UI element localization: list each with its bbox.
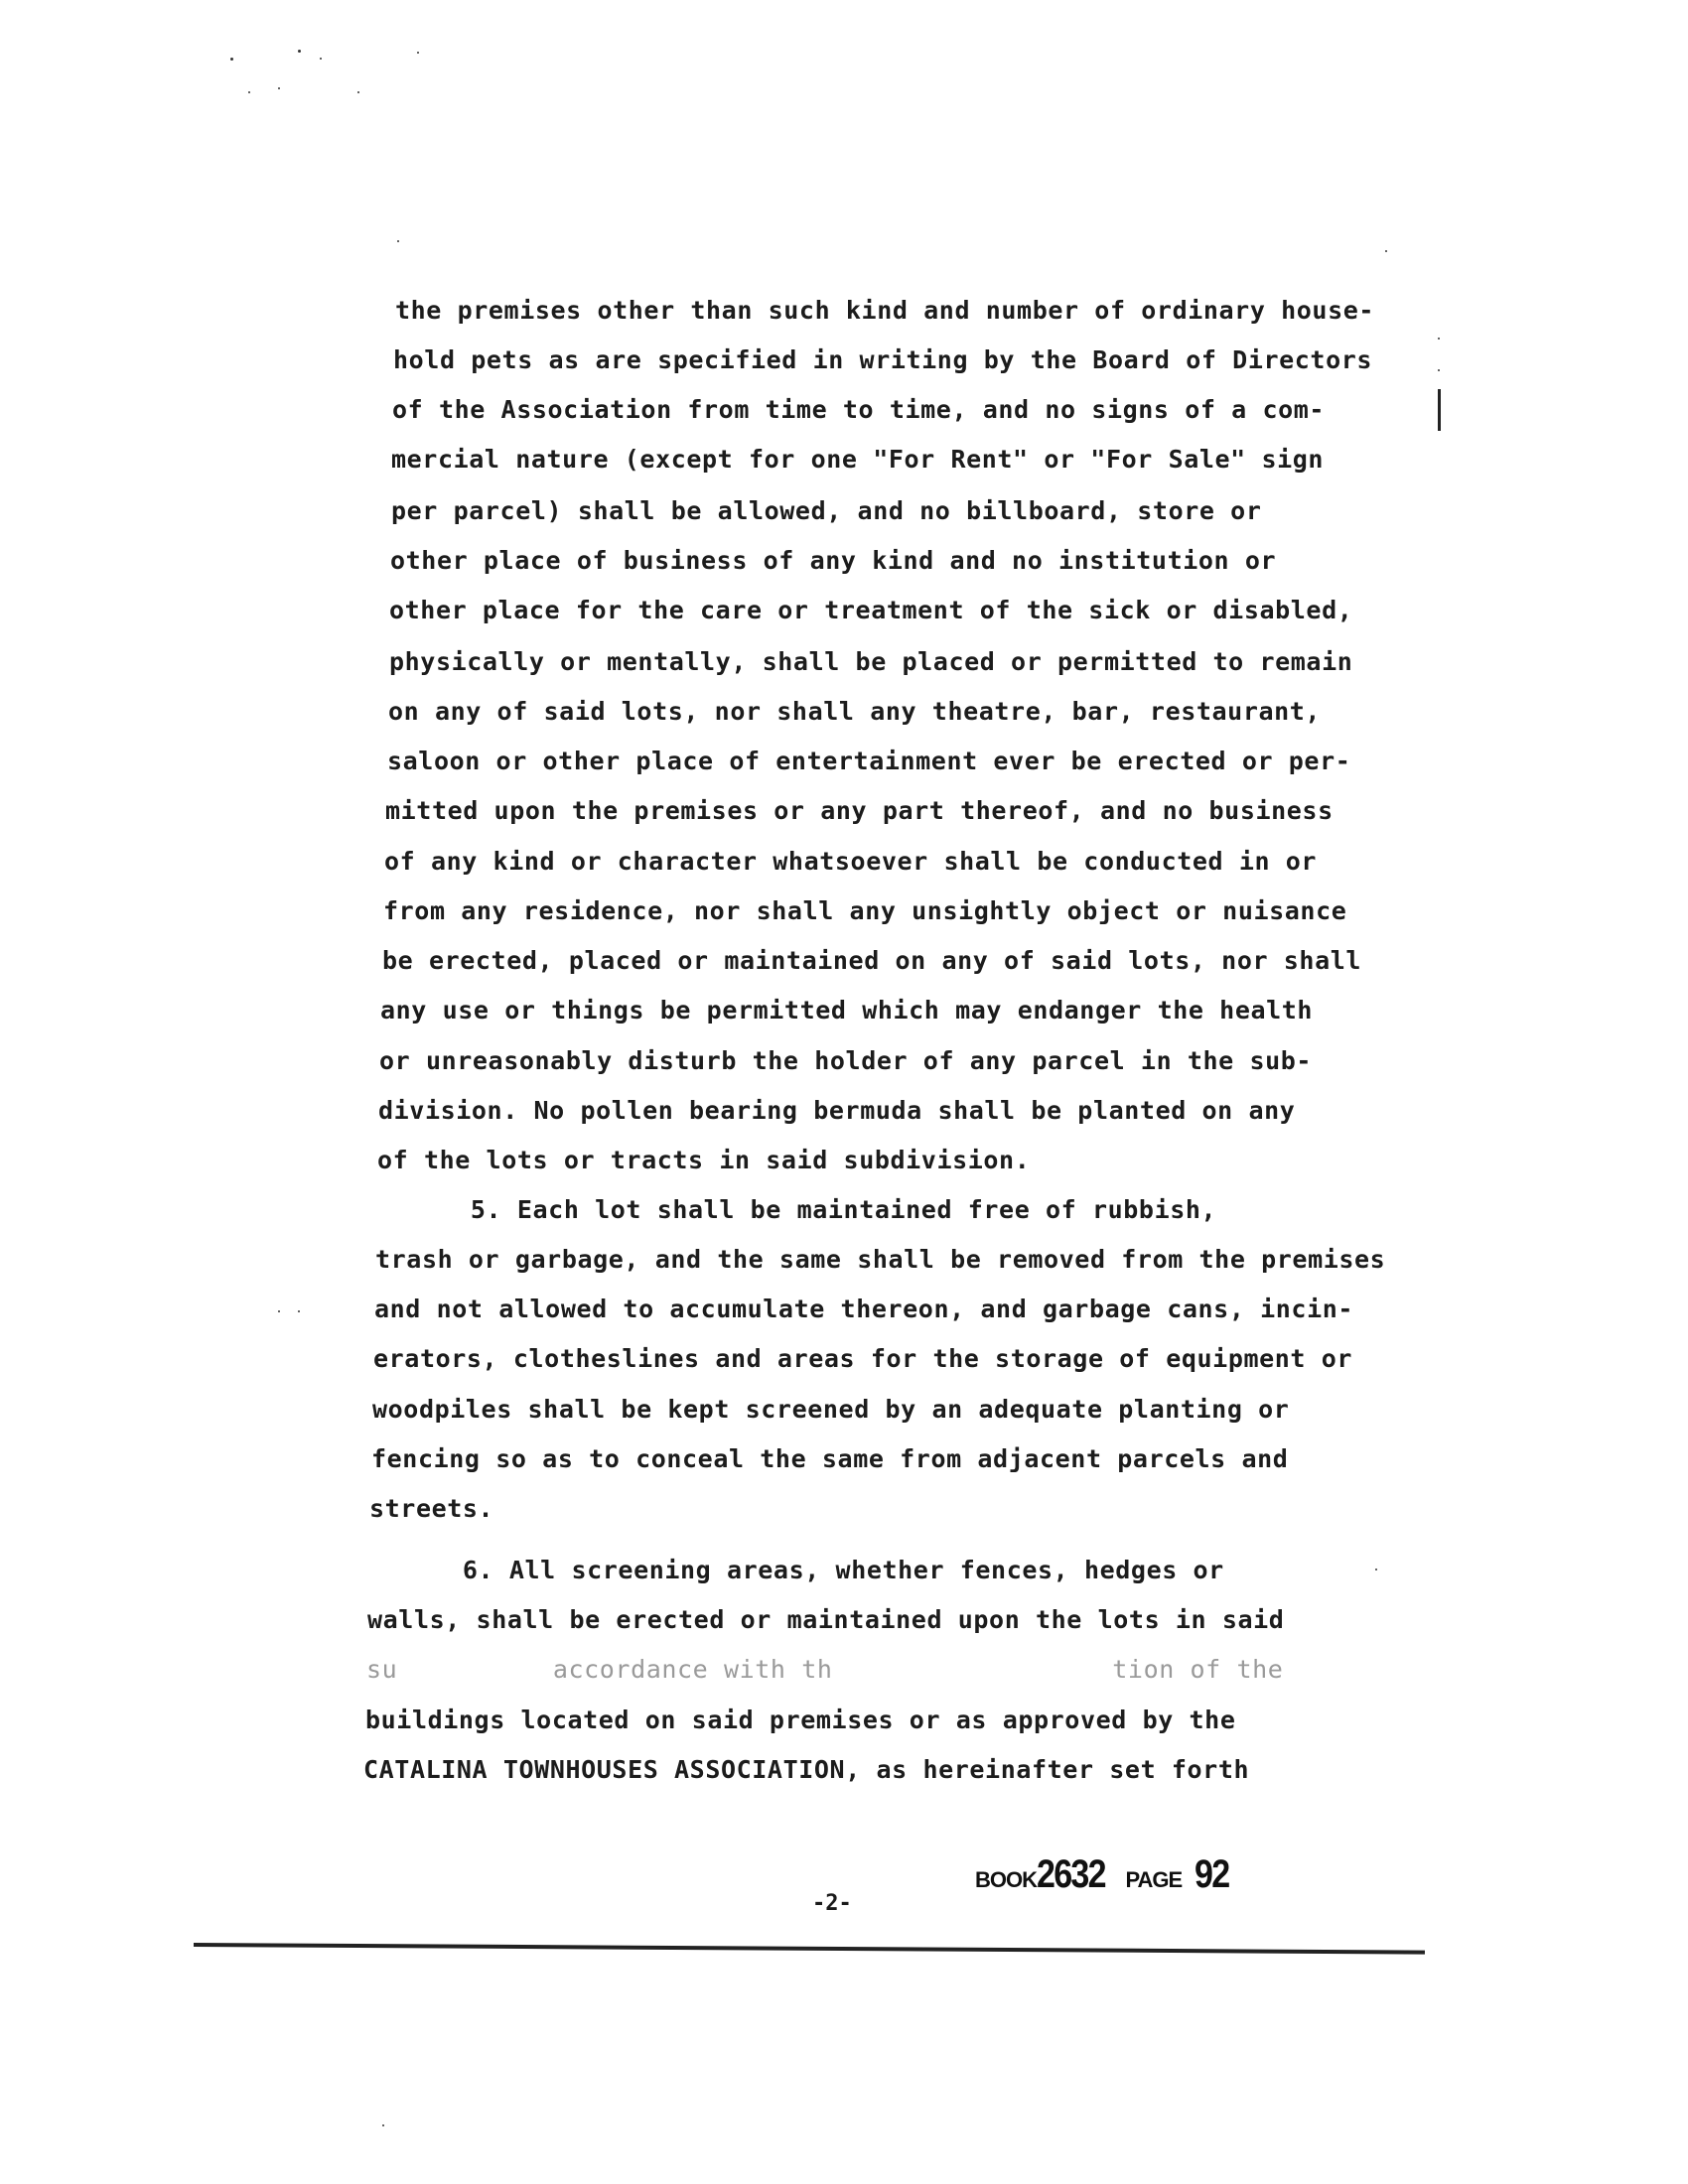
scan-speck [382,2124,384,2126]
body-line: any use or things be permitted which may endanger the health [380,996,1314,1024]
body-line: and not allowed to accumulate thereon, and garbage cans, incin- [374,1295,1354,1323]
margin-mark [1438,389,1441,431]
body-line: mercial nature (except for one "For Rent" or "For Sale" sign [391,445,1325,474]
scan-speck [1438,338,1440,340]
body-line: buildings located on said premises or as approved by the [365,1706,1236,1734]
body-line: of the lots or tracts in said subdivision. [377,1146,1031,1174]
page-number: -2- [812,1891,852,1916]
scan-speck [357,91,359,93]
body-line: be erected, placed or maintained on any of said lots, nor shall [382,946,1362,975]
body-line: physically or mentally, shall be placed or permitted to remain [389,647,1353,676]
page-value: 92 [1194,1852,1229,1896]
body-line: saloon or other place of entertainment ever be erected or per- [387,747,1351,775]
body-line: hold pets as are specified in writing by the Board of Directors [393,345,1373,374]
scan-speck [230,58,233,61]
book-label: BOOK [975,1867,1037,1892]
body-line: division. No pollen bearing bermuda shall be planted on any [378,1096,1296,1125]
page-label: PAGE [1125,1867,1183,1892]
scan-speck [278,87,280,89]
paragraph-5-start: 5. Each lot shall be maintained free of rubbish, [377,1195,1217,1224]
body-line: from any residence, nor shall any unsightly object or nuisance [383,896,1347,925]
scan-speck [248,91,250,93]
body-line: on any of said lots, nor shall any theatre, bar, restaurant, [388,697,1322,726]
scan-speck [417,52,419,54]
body-line: of the Association from time to time, and no signs of a com- [392,395,1326,424]
body-line: of any kind or character whatsoever shall be conducted in or [384,847,1318,876]
scan-speck [397,240,399,242]
scan-speck [278,1310,280,1312]
scan-speck [320,58,322,60]
body-line: trash or garbage, and the same shall be removed from the premises [375,1245,1386,1274]
paragraph-6-start: 6. All screening areas, whether fences, hedges or [369,1556,1224,1584]
body-line: walls, shall be erected or maintained upon the lots in said [367,1605,1285,1634]
scan-speck [1438,369,1440,371]
bottom-rule [194,1943,1425,1955]
body-line-faded: su accordance with th tion of the [366,1655,1284,1684]
body-line: the premises other than such kind and number of ordinary house- [395,296,1375,325]
scan-speck [1385,250,1387,252]
body-line: woodpiles shall be kept screened by an adequate planting or [372,1395,1290,1424]
body-line: CATALINA TOWNHOUSES ASSOCIATION, as hereinafter set forth [363,1755,1250,1784]
book-page-reference [975,1852,1234,1897]
scan-speck [1375,1569,1377,1570]
scan-speck [298,1310,300,1312]
body-line: other place for the care or treatment of the sick or disabled, [389,596,1353,624]
body-line: erators, clotheslines and areas for the storage of equipment or [373,1344,1353,1373]
body-line: or unreasonably disturb the holder of any parcel in the sub- [379,1046,1313,1075]
body-line: fencing so as to conceal the same from adjacent parcels and [371,1444,1289,1473]
book-number: 2632 [1037,1852,1105,1896]
body-line: mitted upon the premises or any part thereof, and no business [385,796,1334,825]
scan-speck [298,50,301,53]
body-line: per parcel) shall be allowed, and no billboard, store or [391,496,1262,525]
body-line: streets. [369,1494,494,1523]
body-line: other place of business of any kind and no institution or [390,546,1277,575]
